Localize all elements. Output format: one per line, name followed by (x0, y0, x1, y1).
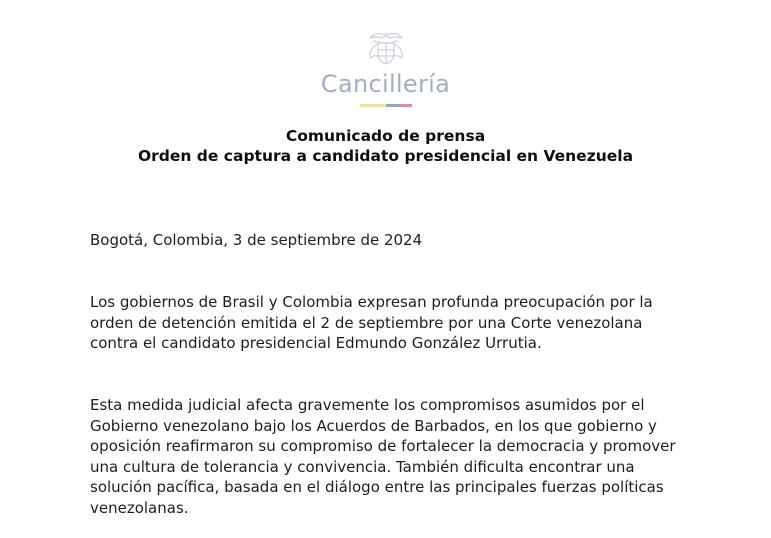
document-title (0, 126, 771, 166)
colombia-flag-bar (360, 104, 412, 107)
dateline: Bogotá, Colombia, 3 de septiembre de 2024 (90, 231, 423, 249)
body-paragraph-1: Los gobiernos de Brasil y Colombia expresan profunda preocupación por la orden de detención emitida el 2 de septiembre por una Corte venezolana contra el candidato presidencial Edmundo González Urrutia. (90, 293, 653, 352)
body-paragraph-2: Esta medida judicial afecta gravemente los compromisos asumidos por el Gobierno venezolano bajo los Acuerdos de Barbados, en los que gobierno y oposición reafirmaron su compromiso de fortalecer la democracia y promover una cultura de tolerancia y convivencia. También dificulta encontrar una solución pacífica, basada en el diálogo entre las principales fuerzas políticas venezolanas. (90, 396, 676, 517)
cancilleria-wordmark: Cancillería (320, 70, 451, 98)
flag-segment-blue (386, 104, 399, 107)
colombia-coat-of-arms-icon (364, 30, 408, 68)
flag-segment-red (399, 104, 412, 107)
title-line-2: Orden de captura a candidato presidencial en Venezuela (137, 147, 634, 165)
title-line-1: Comunicado de prensa (285, 127, 486, 145)
flag-segment-yellow (360, 104, 386, 107)
cancilleria-logo (0, 30, 771, 107)
